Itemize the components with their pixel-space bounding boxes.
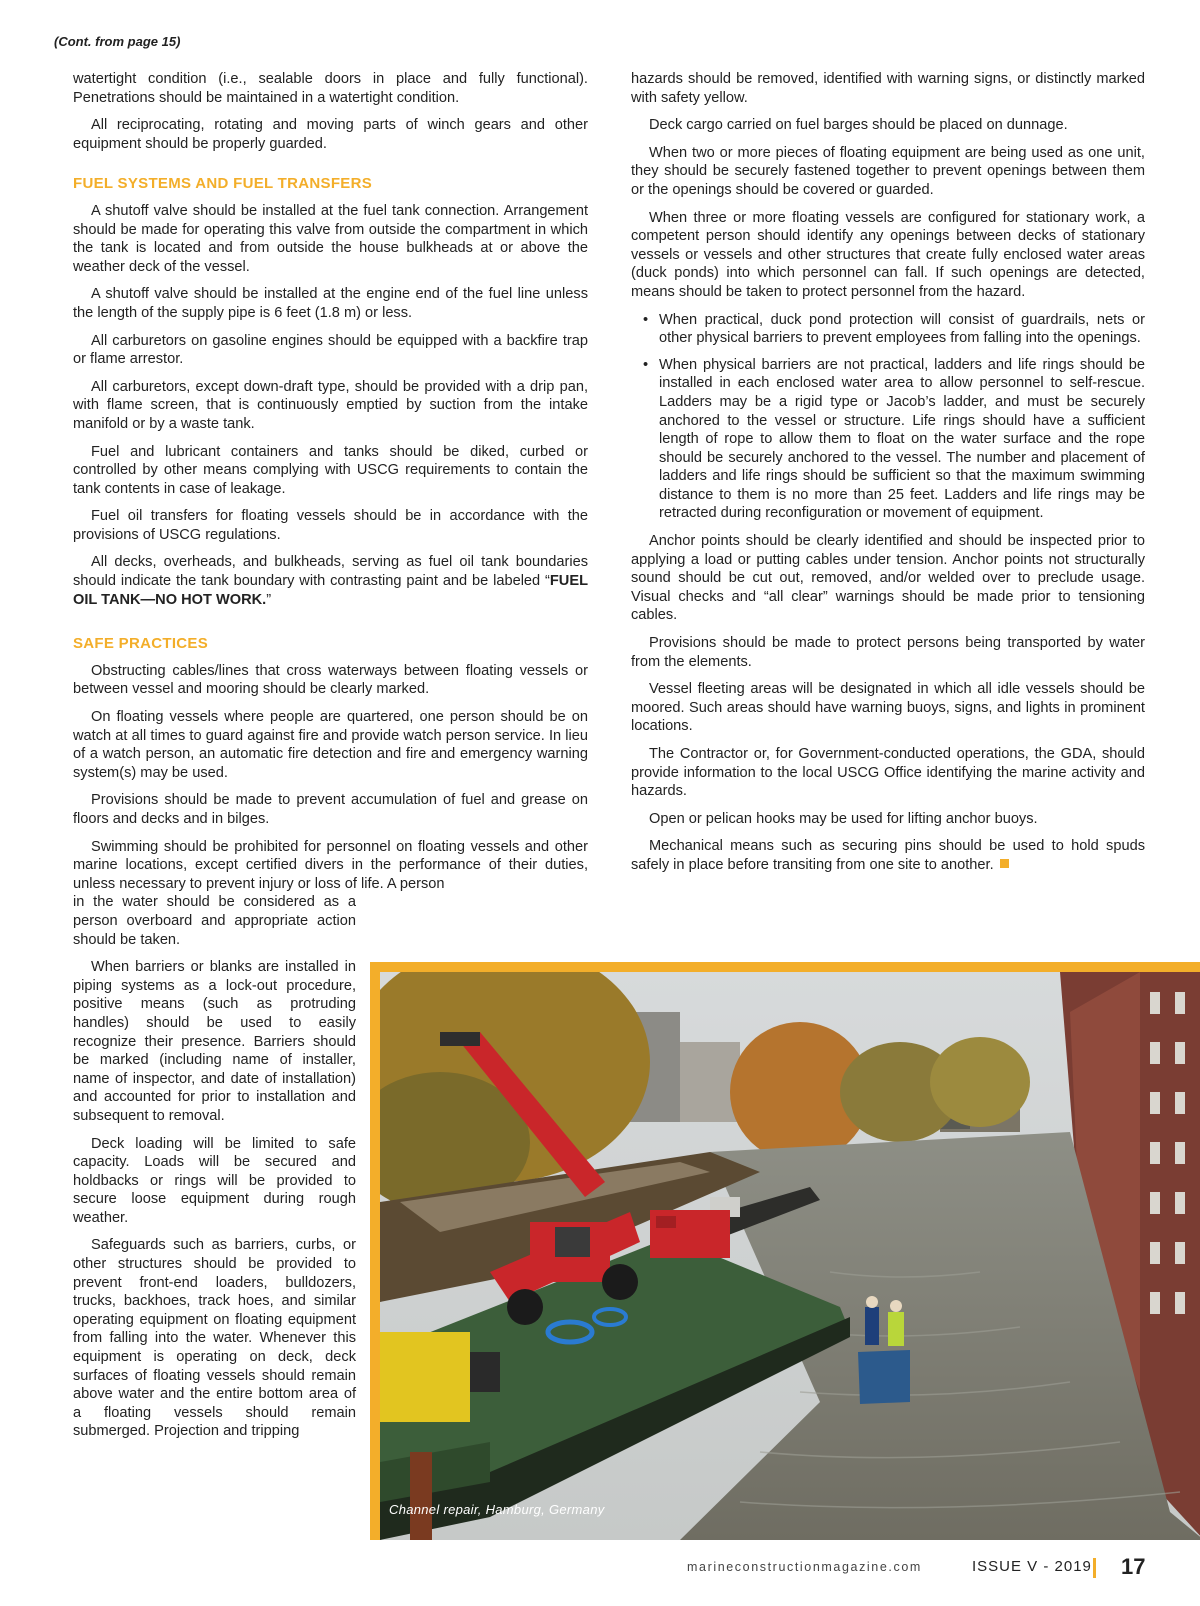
paragraph: hazards should be removed, identified with warning signs, or distinctly marked with safety yellow.	[631, 71, 1145, 106]
paragraph: Anchor points should be clearly identified and should be inspected prior to applying a load or putting cables under tension. Anchor points not structurally sound should be cut out, removed, and/or welded over to preclude usage. Visual checks and “all clear” warnings should be made prior to tensioning cables.	[631, 533, 1145, 624]
paragraph: A shutoff valve should be installed at the fuel tank connection. Arrangement should be made for operating this valve from outside the compartment in which the tank is located and from outside the house bulkheads at or above the weather deck of the vessel.	[73, 202, 588, 275]
paragraph: Vessel fleeting areas will be designated in which all idle vessels should be moored. Such areas should have warning buoys, signs, and lights in prominent locations.	[631, 681, 1145, 735]
page-number: 17	[1121, 1554, 1146, 1579]
text-span: ”	[266, 591, 272, 608]
paragraph: Provisions should be made to prevent accumulation of fuel and grease on floors and decks and in bilges.	[73, 792, 588, 827]
list-item	[643, 311, 1145, 348]
paragraph: All carburetors on gasoline engines should be equipped with a backfire trap or flame arrestor.	[73, 332, 588, 368]
paragraph: Deck loading will be limited to safe capacity. Loads will be secured and holdbacks or rings will be provided to secure loose equipment during rough weather.	[73, 1135, 356, 1226]
bullet-icon: •	[643, 356, 649, 373]
channel-repair-photo	[380, 972, 1200, 1540]
paragraph: Fuel oil transfers for floating vessels should be in accordance with the provisions of USCG regulations.	[73, 508, 588, 543]
text-span: Mechanical means such as securing pins should be used to hold spuds safely in place before transiting from one site to another.	[631, 838, 1145, 873]
paragraph: Fuel and lubricant containers and tanks should be diked, curbed or controlled by other means complying with USCG requirements to contain the tank contents in case of leakage.	[73, 443, 588, 497]
paragraph: The Contractor or, for Government-conducted operations, the GDA, should provide information to the local USCG Office identifying the marine activity and hazards.	[631, 746, 1145, 800]
right-column	[631, 70, 1145, 884]
list-item-text: When practical, duck pond protection will consist of guardrails, nets or other physical barriers to prevent employees from falling into the openings.	[659, 311, 1145, 347]
paragraph: Swimming should be prohibited for personnel on floating vessels and other marine locations, except certified divers in the performance of their duties, unless necessary to prevent injury or loss of life. A person	[73, 838, 588, 892]
issue-label: ISSUE V - 2019	[972, 1558, 1092, 1575]
list-item-text: When physical barriers are not practical, ladders and life rings should be installed in each enclosed water area to allow personnel to self-rescue. Ladders may be a rigid type or Jacob’s ladder, and must be securely anchored to the vessel or structure. Life rings should have a sufficient length of rope to allow them to float on the water surface and the rope should be securely anchored to the vessel. The number and placement of ladders and life rings should be sufficient so that the maximum swimming distance to them is no more than 25 feet. Ladders and life rings may be retracted during reconfiguration or movement of equipment.	[659, 356, 1145, 522]
bullet-list	[631, 311, 1145, 524]
paragraph: All reciprocating, rotating and moving parts of winch gears and other equipment should be properly guarded.	[73, 117, 588, 152]
section-heading-safe-practices: SAFE PRACTICES	[73, 635, 209, 653]
paragraph: Safeguards such as barriers, curbs, or other structures should be provided to prevent front-end loaders, bulldozers, trucks, backhoes, track hoes, and similar operating equipment on floating equipment from falling into the water. Whenever this equipment is operating on deck, deck surfaces of floating vessels should remain above water and the entire bottom area of a floating vessels should remain submerged. Projection and tripping	[73, 1237, 356, 1440]
paragraph: Open or pelican hooks may be used for lifting anchor buoys.	[649, 810, 1038, 827]
paragraph: watertight condition (i.e., sealable doors in place and fully functional). Penetrations should be maintained in a watertight condition.	[73, 71, 588, 106]
paragraph: All carburetors, except down-draft type, should be provided with a drip pan, with flame screen, that is continuously emptied by suction from the intake manifold or by a waste tank.	[73, 378, 588, 432]
paragraph: On floating vessels where people are quartered, one person should be on watch at all times to guard against fire and provide watch person service. In lieu of a watch person, an automatic fire detection and fire and emergency warning system(s) may be used.	[73, 709, 588, 781]
paragraph-last	[631, 837, 1145, 874]
paragraph: Obstructing cables/lines that cross waterways between floating vessels or between vessel and mooring should be clearly marked.	[73, 662, 588, 698]
paragraph: A shutoff valve should be installed at the engine end of the fuel line unless the length of the supply pipe is 6 feet (1.8 m) or less.	[73, 286, 588, 321]
end-mark-icon	[1000, 859, 1009, 868]
paragraph: Deck cargo carried on fuel barges should be placed on dunnage.	[649, 117, 1068, 134]
paragraph: When barriers or blanks are installed in piping systems as a lock-out procedure, positive means (such as protruding handles) should be used to easily recognize their presence. Barriers should be marked (including name of installer, name of inspector, and date of installation) and accounted for prior to installation and subsequent to removal.	[73, 959, 356, 1124]
paragraph: Provisions should be made to protect persons being transported by water from the elements.	[631, 635, 1145, 670]
bullet-icon: •	[643, 311, 649, 328]
paragraph-fuel-oil-tank	[73, 553, 588, 609]
footer-divider	[1093, 1558, 1096, 1578]
paragraph: in the water should be considered as a person overboard and appropriate action should be taken.	[73, 894, 356, 948]
photo-frame	[370, 962, 1200, 1540]
section-heading-fuel-systems: FUEL SYSTEMS AND FUEL TRANSFERS	[73, 175, 373, 193]
website-link[interactable]: marineconstructionmagazine.com	[687, 1560, 922, 1574]
bold-label: FUEL OIL TANK—NO HOT WORK.	[73, 573, 588, 608]
list-item	[643, 356, 1145, 523]
page-footer	[0, 1556, 1200, 1586]
continued-note: (Cont. from page 15)	[54, 34, 181, 49]
text-span: All decks, overheads, and bulkheads, serving as fuel oil tank boundaries should indicate the tank boundary with contrasting paint and be labeled “	[73, 554, 588, 590]
photo-caption: Channel repair, Hamburg, Germany	[389, 1502, 605, 1517]
narrow-text-block	[73, 893, 356, 1441]
paragraph: When three or more floating vessels are configured for stationary work, a competent person should identify any openings between decks of stationary vessels or vessels and other structures that create fully enclosed water areas (duck ponds) into which personnel can fall. If such openings are detected, means should be taken to protect personnel from the hazard.	[631, 209, 1145, 300]
paragraph: When two or more pieces of floating equipment are being used as one unit, they should be securely fastened together to prevent openings between them or the openings should be covered or guarded.	[631, 144, 1145, 198]
